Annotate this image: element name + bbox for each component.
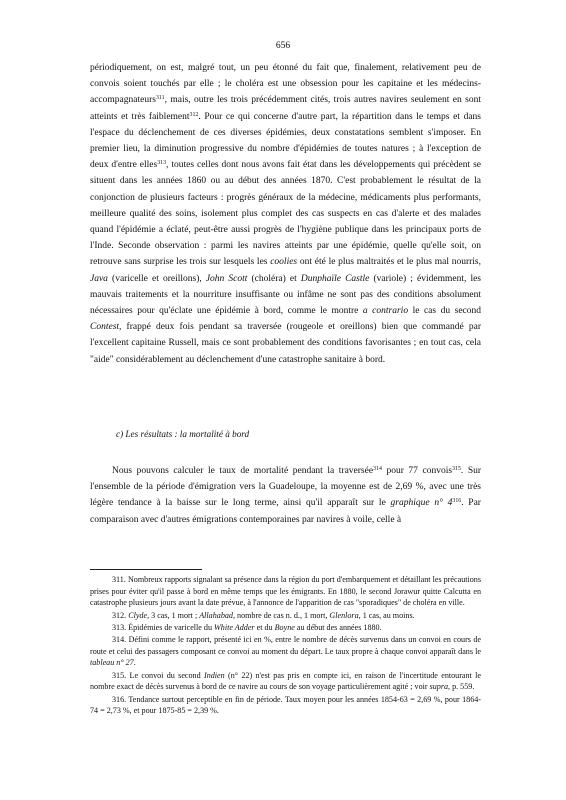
footnote-ref-316[interactable]: 316 — [452, 498, 462, 505]
body-paragraph-1: périodiquement, on est, malgré tout, un peu étonné du fait que, finalement, relativement peu de convois soient touchés par elle ; le choléra est une obsession pour les capitaine et les médecins-accompagnateurs$^{311}$, mais, outre les trois précédemment cités, trois autres navires seulement en sont atteints et très faiblement$^{312}$. Pour ce qui concerne d'autre part, la répartition dans le temps et dans l'espace du déclenchement de ces diverses épidémies, deux constatations semblent s'imposer. En premier lieu, la diminution progressive du nombre d'épidémies de toutes natures ; à l'exception de deux d'entre elles$^{313}$, toutes celles dont nous avons fait état dans les développements qui précèdent se situent dans les années 1860 ou au début des années 1870. C'est probablement le résultat de la conjonction de plusieurs facteurs : progrès généraux de la médecine, médicaments plus performants, meilleure qualité des soins, isolement plus complet des cas suspects en cas d'alerte et des malades quand l'épidémie a éclaté, peut-être aussi progrès de l'hygiène publique dans les principaux ports de l'Inde. Seconde observation : parmi les navires atteints par une épidémie, quelle qu'elle soit, on retrouve sans surprise les trois sur lesquels les coolies ont été le plus maltraités et le plus mal nourris, Java (varicelle et oreillons), John Scott (choléra) et Dunphaïle Castle (variole) ; évidemment, les mauvais traitements et la nourriture insuffisante ou infâme ne sont pas des conditions absolument nécessaires pour qu'éclate une épidémie à bord, comme le montre a contrario le cas du second Contest, frappé deux fois pendant sa traversée (rougeole et oreillons) bien que commandé par l'excellent capitaine Russell, mais ce sont probablement des conditions favorisantes ; en tout cas, cela "aide" considérablement au déclenchement d'une catastrophe sanitaire à bord. — [90, 63, 482, 365]
footnote-311: 311. Nombreux rapports signalant sa présence dans la région du port d'embarquement et détaillant les précautions prises pour éviter qu'il passe à bord en même temps que les émigrants. En 1880, le second Jorawur quitte Calcutta en catastrophe plusieurs jours avant la date prévue, à l'annonce de l'apparition de cas "sporadiques" de choléra en ville. — [90, 575, 481, 608]
footnote-313: 313. Épidémies de varicelle du White Adder et du Boyne au début des années 1880. — [112, 622, 382, 632]
footnote-ref-315[interactable]: 315 — [452, 465, 461, 472]
footnote-ref-313[interactable]: 313 — [157, 159, 167, 166]
section-heading: c) Les résultats : la mortalité à bord — [116, 429, 250, 439]
footnote-separator — [90, 569, 202, 570]
page-number: 656 — [275, 41, 291, 51]
footnote-315: 315. Le convoi du second Indien (n° 22) n'est pas pris en compte ici, en raison de l'incertitude entourant le nombre exact de décès survenus à bord de ce navire au cours de son voyage particulièrement agité ; voir supra, p. 559. — [90, 670, 481, 692]
footnotes — [90, 574, 481, 717]
footnote-ref-314[interactable]: 314 — [373, 465, 382, 472]
footnote-314: 314. Défini comme le rapport, présenté ici en %, entre le nombre de décès survenus dans un convoi en cours de route et celui des passagers composant ce convoi au moment du départ. Le taux propre à chaque convoi apparaît dans le tableau n° 27. — [90, 635, 481, 668]
footnote-316: 316. Tendance surtout perceptible en fin de période. Taux moyen pour les années 1854-63 = 2,69 %, pour 1864-74 = 2,73 %, et pour 1875-85 = 2,39 %. — [90, 694, 481, 716]
body-paragraph-2: Nous pouvons calculer le taux de mortalité pendant la traversée$^{314}$ pour 77 convois$^{315}$. Sur l'ensemble de la période d'émigration vers la Guadeloupe, la moyenne est de 2,69 %, avec une très légère tendance à la baisse sur le long terme, ainsi qu'il apparaît sur le graphique n° $4^{316}$. Par comparaison avec d'autres émigrations contemporaines par navires à voile, celle à — [90, 465, 482, 525]
footnote-312: 312. Clyde, 3 cas, 1 mort ; Allahabad, nombre de cas n. d., 1 mort, Glenlora, 1 cas, au moins. — [112, 610, 415, 620]
footnote-ref-311[interactable]: 311 — [155, 95, 165, 102]
footnote-ref-312[interactable]: 312 — [189, 111, 199, 118]
